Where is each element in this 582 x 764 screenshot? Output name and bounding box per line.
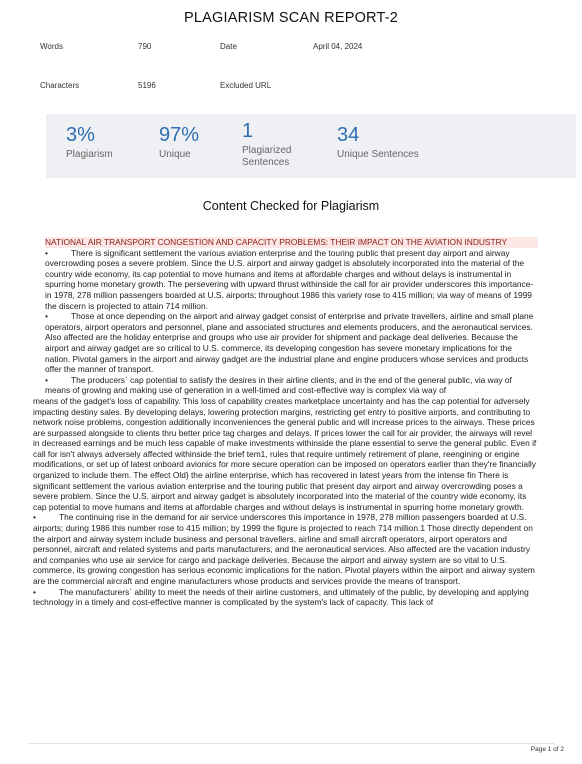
words-label: Words bbox=[40, 42, 63, 51]
bullet-5-text: The manufacturers` ability to meet the needs of their airline customers, and ultimately of the public, by developing and applying technology in a timely and cost-effective manner is complicated by the system's lack of capacity. This lack of bbox=[33, 586, 529, 608]
content-bullet-2 bbox=[45, 311, 538, 375]
page-number: Page 1 of 2 bbox=[530, 746, 564, 753]
content-bullet-3 bbox=[45, 375, 538, 396]
bullet-2-text: Those at once depending on the airport and airway gadget consist of enterprise and private travellers, airline and small plane operators, airport operators and personnel, plane and associated structures and elements producers, and the aeronautical services. Also affected are the holiday enterprise and groups who use air provider for shipment and package deal deliveries. Because the airport and airway gadget are so critical to U.S. commerce, its developing congestion has severe monetary implications for the nation. Pivotal gamers in the airport and airway gadget are the industrial plane and engine producers whose services and products offer the manner of transport. bbox=[45, 311, 534, 375]
bullet-symbol: • bbox=[45, 247, 48, 258]
bullet-symbol: • bbox=[33, 512, 36, 523]
date-label: Date bbox=[220, 42, 237, 51]
date-value: April 04, 2024 bbox=[313, 42, 363, 51]
excluded-url-label: Excluded URL bbox=[220, 81, 272, 90]
stat-plagiarism-label: Plagiarism bbox=[66, 149, 113, 160]
stat-unique-value: 97% bbox=[159, 124, 200, 146]
stat-unique bbox=[159, 124, 199, 161]
content-block-highlighted bbox=[33, 237, 538, 396]
words-value: 790 bbox=[138, 42, 152, 51]
content-section-title: Content Checked for Plagiarism bbox=[202, 199, 380, 213]
stat-unique-sentences-value: 34 bbox=[337, 124, 360, 146]
bullet-symbol: • bbox=[45, 374, 48, 385]
bullet-symbol: • bbox=[45, 311, 48, 322]
bullet-symbol: • bbox=[33, 586, 36, 597]
stat-plagiarism-value: 3% bbox=[66, 124, 95, 146]
checked-content bbox=[33, 237, 538, 608]
content-paragraph-continued: means of the gadget's loss of capability. This loss of capability creates marketplace uncertainty and has the cap potential for adversely impacting destiny sales. By developing delays, lowering protection margins, restricting get entry to positive airports, and contributing to network noise problems, congestion additionally inconveniences the general public and will increase prices to the airways. These prices are surpassed alongside to clients thru better price tag charges and delays. If prices lower the call for air provider, the airways will revel in decreased earnings and be much less capable of make investments withinside the plane essential to serve the general public. Even if call for isn't always adversely affected withinside the brief tem1, rules that require untimely retirement of plane, reengining or engine modifications, or set up of latest onboard avionics for more secure operation can be imposed on operators earlier than they're financially organized to include them. The effect Old} the airline enterprise, which has recovered in latest years from the intense fin There is significant settlement the various aviation enterprise and the touring public that present day airport and airway overcrowding poses a severe problem. Since the U.S. airport and airway gadget is absolutely incorporated into the material of the country wide economy, its cap potential to move humans and items at affordable charges and without delays is instrumental in spurring home monetary growth. bbox=[33, 395, 537, 512]
bullet-3-text: The producers` cap potential to satisfy the desires in their airline clients, and in the end of the general public, via way of means of growing and making use of generation in a well-timed and cost-effective way is complex via way of bbox=[45, 374, 512, 396]
content-bullet-4 bbox=[33, 512, 538, 586]
stat-plagiarism bbox=[66, 124, 113, 161]
stat-unique-sentences-label: Unique Sentences bbox=[337, 149, 419, 160]
report-title: PLAGIARISM SCAN REPORT-2 bbox=[183, 10, 399, 26]
stat-unique-label: Unique bbox=[159, 149, 191, 160]
footer-divider bbox=[28, 743, 554, 744]
stats-panel bbox=[46, 114, 576, 178]
stat-unique-sentences bbox=[337, 124, 419, 161]
characters-label: Characters bbox=[40, 81, 80, 90]
content-bullet-5 bbox=[33, 587, 538, 608]
content-heading: NATIONAL AIR TRANSPORT CONGESTION AND CAPACITY PROBLEMS: THEIR IMPACT ON THE AVIATION INDUSTRY bbox=[45, 237, 538, 248]
characters-value: 5196 bbox=[138, 81, 156, 90]
stat-plagiarized-sentences bbox=[242, 120, 312, 169]
stat-plagiarized-sentences-value: 1 bbox=[242, 120, 254, 142]
bullet-4-text: The continuing rise in the demand for air service underscores this importance in 1978, 278 million passengers boarded at U.S. airports; during 1986 this number rose to 415 million; by 1999 the figure is projected to reach 714 million.1 Those directly dependent on the airport and airway system include business and personal travellers, airline and small aircraft operators, airport operators and personnel, aircraft and related systems and parts manufacturers, and the aeronautical services. Also affected are the vacation industry and companies who use air service for cargo and package deliveries. Because the airport and airway system are so vital to U.S. commerce, its growing congestion has serious economic implications for the nation. Pivotal players within the airport and airway system are the commercial aircraft and engine manufacturers whose products and services provide the means of transport. bbox=[33, 512, 535, 586]
bullet-1-text: There is significant settlement the various aviation enterprise and the touring public that present day airport and airway overcrowding poses a severe problem. Since the U.S. airport and airway gadget is absolutely incorporated into the material of the country wide economy, its cap potential to move humans and items at affordable charges and without delays is instrumental in spurring home monetary growth. The persevering with upward thrust withinside the call for air provider underscores this importance-in 1978, 278 million passengers boarded at U.S. airports; throughout 1986 this variety rose to 415 million; via way of means of 1999 the discern is projected to attain 714 million. bbox=[45, 247, 534, 311]
content-bullet-1 bbox=[45, 248, 538, 312]
stat-plagiarized-sentences-label: Plagiarized Sentences bbox=[242, 145, 292, 168]
